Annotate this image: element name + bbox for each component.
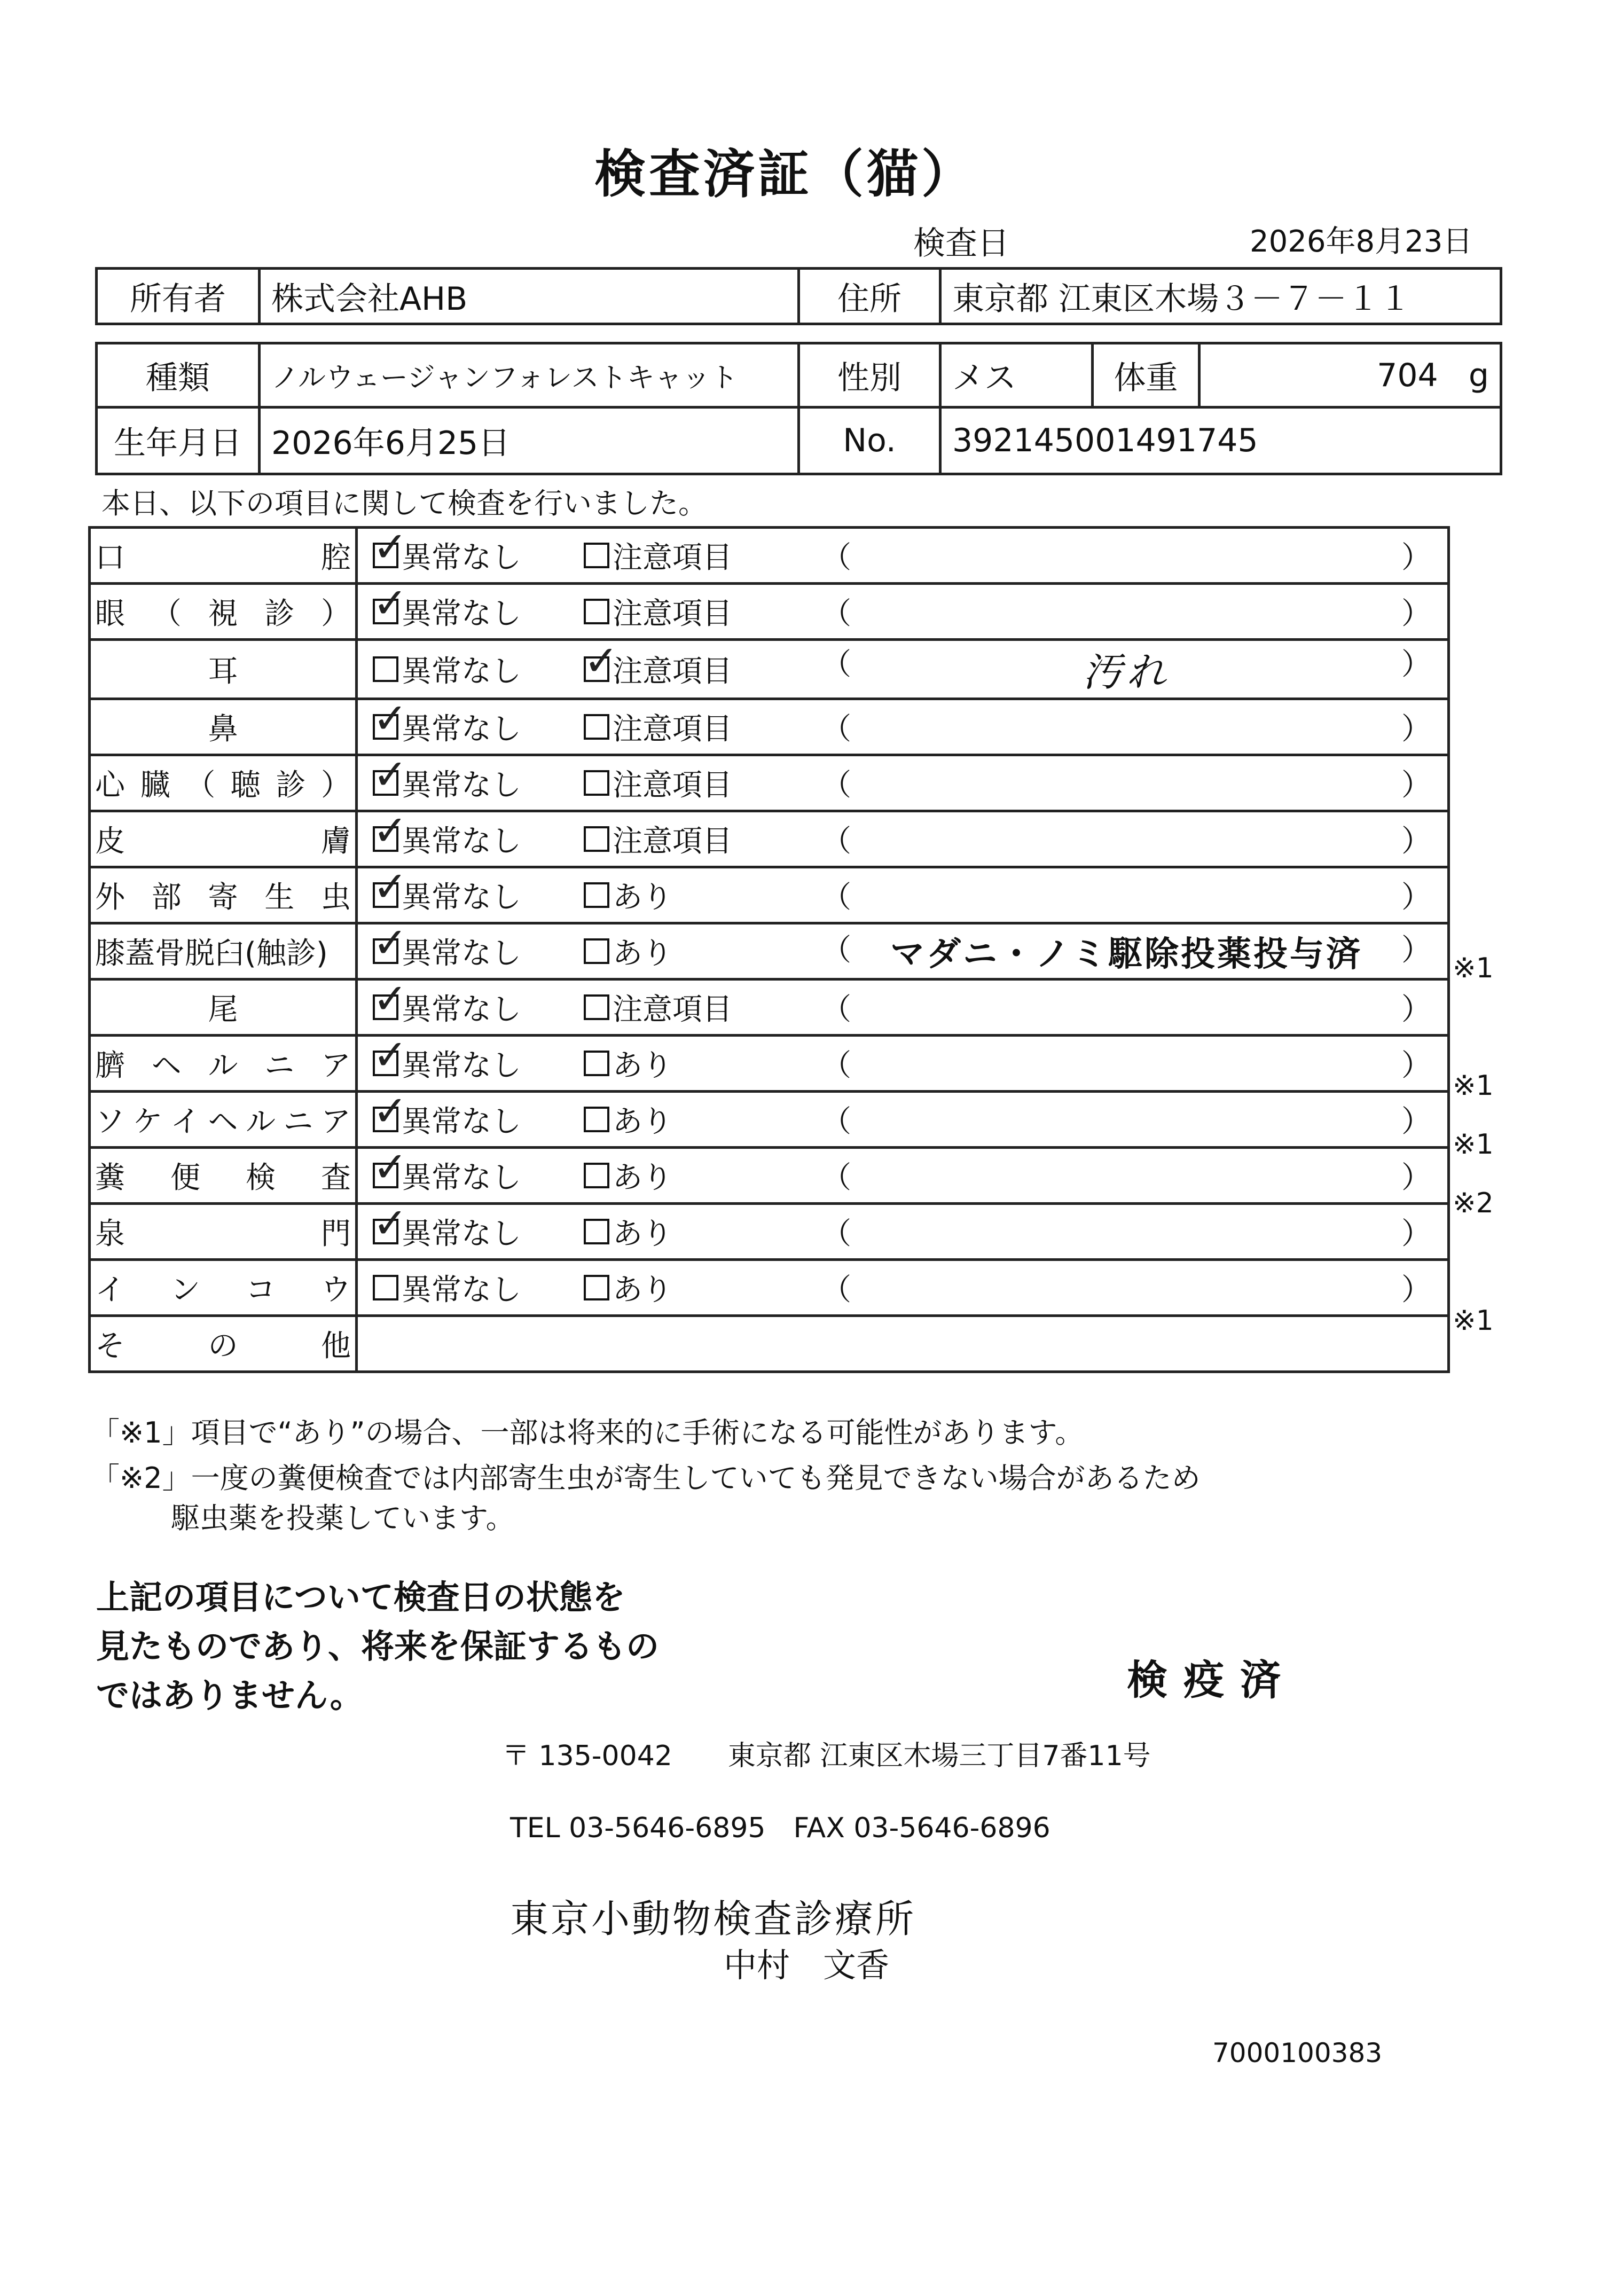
checkbox-normal[interactable]: [358, 1266, 584, 1309]
item-result: [357, 1092, 1449, 1148]
checkmark-icon: ✓: [373, 811, 408, 855]
sex-label: 性別: [799, 343, 940, 408]
item-note: （ ）: [821, 712, 1431, 747]
checkbox-label: あり: [613, 1048, 672, 1083]
item-note: （ ）: [821, 1217, 1431, 1251]
owner-value: 株式会社AHB: [260, 269, 799, 324]
weight-unit: g: [1468, 356, 1489, 394]
checkbox-attention[interactable]: [584, 762, 795, 804]
item-name: 糞 便 検 査: [90, 1148, 357, 1204]
checkbox-attention[interactable]: [584, 639, 795, 691]
checkbox-icon: [373, 811, 408, 855]
item-result: [357, 979, 1449, 1036]
checkbox-icon: [584, 1107, 609, 1132]
checkbox-normal[interactable]: [358, 648, 584, 691]
checkbox-label: 注意項目: [613, 712, 732, 747]
checkbox-attention[interactable]: [584, 534, 795, 577]
animal-table: [95, 342, 1502, 475]
dob-label: 生年月日: [97, 408, 260, 474]
checkbox-label: 異常なし: [402, 1217, 521, 1251]
checkbox-normal[interactable]: [358, 1147, 584, 1197]
weight-label: 体重: [1093, 343, 1200, 408]
checkbox-label: 異常なし: [402, 1161, 521, 1195]
checkbox-icon: [373, 527, 408, 571]
item-result: [357, 755, 1449, 811]
no-value: 392145001491745: [940, 408, 1501, 474]
item-name: 尾: [90, 979, 357, 1036]
checkbox-icon: [373, 979, 408, 1023]
item-name: 臍 ヘ ル ニ ア: [90, 1036, 357, 1092]
checkbox-icon: [584, 938, 609, 964]
clinic-address: 〒 135-0042 東京都 江東区木場三丁目7番11号: [502, 1740, 1151, 1772]
checkbox-label: 異常なし: [402, 992, 521, 1027]
footnote-1: 「※1」項目で“あり”の場合、一部は将来的に手術になる可能性があります。: [91, 1416, 1084, 1449]
checkbox-normal[interactable]: [358, 583, 584, 633]
checkbox-normal[interactable]: [358, 527, 584, 577]
checkmark-icon: ✓: [373, 527, 408, 571]
checkbox-label: 異常なし: [402, 824, 521, 859]
item-result: [357, 1148, 1449, 1204]
checkbox-label: 注意項目: [613, 824, 732, 859]
checkmark-icon: ✓: [373, 1203, 408, 1248]
checkmark-icon: ✓: [373, 699, 408, 743]
item-note: （ ）: [821, 1161, 1431, 1195]
item-result: [357, 1260, 1449, 1316]
inspection-row: [90, 699, 1449, 755]
footnote-marker: ※1: [1453, 1305, 1494, 1337]
checkmark-icon: ✓: [373, 867, 408, 911]
owner-label: 所有者: [97, 269, 260, 324]
inspection-row: [90, 811, 1449, 867]
footnote-3: 駆虫薬を投薬しています。: [171, 1501, 515, 1535]
checkbox-icon: [373, 1203, 408, 1248]
item-result: [357, 528, 1449, 584]
item-note: （ マダニ・ノミ駆除投薬投与済 ）: [821, 933, 1431, 974]
checkbox-label: 異常なし: [402, 1273, 521, 1307]
checkbox-label: 異常なし: [402, 1048, 521, 1083]
item-result: [357, 1204, 1449, 1260]
item-name: 口 腔: [90, 528, 357, 584]
checkbox-icon: [584, 1275, 609, 1300]
checkbox-label: 注意項目: [613, 992, 732, 1027]
item-name: そ の 他: [90, 1316, 357, 1372]
checkbox-normal[interactable]: [358, 755, 584, 804]
item-note: （ ）: [821, 1048, 1431, 1083]
inspection-row: [90, 528, 1449, 584]
checkbox-normal[interactable]: [358, 699, 584, 748]
quarantine-done-stamp: 検疫済: [1127, 1656, 1297, 1704]
item-result: [357, 640, 1449, 699]
checkbox-normal[interactable]: [358, 979, 584, 1029]
item-name: 心 臓 （ 聴 診 ）: [90, 755, 357, 811]
checkbox-label: 異常なし: [402, 768, 521, 803]
checkbox-icon: [584, 714, 609, 740]
dob-value: 2026年6月25日: [260, 408, 799, 474]
item-name: イ ン コ ウ: [90, 1260, 357, 1316]
checkbox-icon: [373, 1147, 408, 1192]
checkbox-icon: [373, 699, 408, 743]
breed-value: ノルウェージャンフォレストキャット: [260, 343, 799, 408]
breed-label: 種類: [97, 343, 260, 408]
checkbox-label: あり: [613, 936, 672, 971]
checkbox-label: 異常なし: [402, 880, 521, 915]
footnote-marker: ※2: [1453, 1187, 1494, 1219]
checkbox-label: あり: [613, 1217, 672, 1251]
checkbox-icon: [373, 867, 408, 911]
item-note: （ ）: [821, 597, 1431, 631]
item-name: 眼 （ 視 診 ）: [90, 584, 357, 640]
checkbox-icon: [373, 1035, 408, 1079]
checkmark-icon: ✓: [373, 923, 408, 967]
inspection-date: 2026年8月23日: [1250, 224, 1473, 259]
address-label: 住所: [799, 269, 940, 324]
item-result: [357, 1036, 1449, 1092]
checkmark-icon: ✓: [373, 1091, 408, 1135]
inspection-row: [90, 1204, 1449, 1260]
checkbox-attention[interactable]: [584, 1154, 795, 1197]
item-result: [357, 699, 1449, 755]
inspection-row: [90, 640, 1449, 699]
checkbox-label: 異常なし: [402, 1104, 521, 1139]
serial-number: 7000100383: [1212, 2038, 1383, 2068]
inspection-items-table: [88, 526, 1450, 1373]
checkbox-label: あり: [613, 1273, 672, 1307]
checkbox-label: 異常なし: [402, 654, 521, 689]
statement: 上記の項目について検査日の状態を 見たものであり、将来を保証するもの ではありません。: [96, 1578, 660, 1715]
checkbox-icon: [584, 543, 609, 568]
checkbox-label: 注意項目: [613, 540, 732, 575]
checkbox-normal[interactable]: [358, 923, 584, 973]
checkbox-attention[interactable]: [584, 1266, 795, 1309]
checkbox-attention[interactable]: [584, 1210, 795, 1253]
inspection-row: [90, 979, 1449, 1036]
item-name: ソ ケ イ ヘ ル ニ ア: [90, 1092, 357, 1148]
item-name: 泉 門: [90, 1204, 357, 1260]
item-name: 膝蓋骨脱臼(触診): [90, 923, 357, 979]
item-name: 耳: [90, 640, 357, 699]
item-name: 皮 膚: [90, 811, 357, 867]
checkbox-attention[interactable]: [584, 930, 795, 973]
inspection-row: [90, 1092, 1449, 1148]
checkmark-icon: ✓: [584, 639, 619, 685]
item-result: [357, 811, 1449, 867]
checkmark-icon: ✓: [373, 1147, 408, 1192]
checkbox-attention[interactable]: [584, 874, 795, 916]
item-name: 鼻: [90, 699, 357, 755]
checkmark-icon: ✓: [373, 583, 408, 628]
checkbox-attention[interactable]: [584, 1042, 795, 1085]
clinic-name: 東京小動物検査診療所: [510, 1897, 916, 1941]
checkbox-normal[interactable]: [358, 1203, 584, 1253]
inspection-row: [90, 1036, 1449, 1092]
weight-value: 704 g: [1200, 343, 1501, 408]
checkbox-icon: [584, 1219, 609, 1244]
checkbox-attention[interactable]: [584, 818, 795, 860]
inspection-row: [90, 755, 1449, 811]
item-note: （ 汚れ ）: [821, 647, 1431, 695]
checkbox-label: 異常なし: [402, 712, 521, 747]
inspection-row: [90, 1148, 1449, 1204]
inspection-row: [90, 1316, 1449, 1372]
checkmark-icon: ✓: [373, 755, 408, 799]
checkbox-label: 異常なし: [402, 597, 521, 631]
checkbox-icon: [584, 882, 609, 908]
item-note: （ ）: [821, 540, 1431, 575]
checkbox-label: あり: [613, 1161, 672, 1195]
checkmark-icon: ✓: [373, 1035, 408, 1079]
footnote-marker: ※1: [1453, 1070, 1494, 1102]
footnote-marker: ※1: [1453, 952, 1494, 984]
inspection-row: [90, 867, 1449, 923]
checkbox-icon: [373, 583, 408, 628]
checkbox-icon: [373, 656, 398, 682]
inspection-row: [90, 1260, 1449, 1316]
checkbox-label: 異常なし: [402, 540, 521, 575]
checkbox-attention[interactable]: [584, 706, 795, 748]
checkbox-icon: [584, 1051, 609, 1076]
item-note: （ ）: [821, 1104, 1431, 1139]
clinic-tel-fax: TEL 03-5646-6895 FAX 03-5646-6896: [510, 1812, 1050, 1844]
checkbox-attention[interactable]: [584, 1098, 795, 1141]
checkbox-icon: [584, 639, 619, 685]
item-result: [357, 584, 1449, 640]
document-title: 検査済証（猫）: [594, 144, 976, 204]
checkbox-icon: [584, 994, 609, 1020]
checkbox-attention[interactable]: [584, 590, 795, 633]
inspection-row: [90, 584, 1449, 640]
checkbox-label: 注意項目: [613, 768, 732, 803]
item-note: （ ）: [821, 880, 1431, 915]
item-result: [357, 867, 1449, 923]
item-result: [357, 1316, 1449, 1372]
item-result: [357, 923, 1449, 979]
owner-table: [95, 267, 1502, 325]
no-label: No.: [799, 408, 940, 474]
checkbox-normal[interactable]: [358, 811, 584, 860]
footnote-2: 「※2」一度の糞便検査では内部寄生虫が寄生していても発見できない場合があるため: [91, 1461, 1201, 1495]
checkbox-icon: [584, 599, 609, 624]
sex-value: メス: [940, 343, 1093, 408]
footnote-marker: ※1: [1453, 1129, 1494, 1161]
intro-text: 本日、以下の項目に関して検査を行いました。: [101, 487, 707, 520]
checkbox-label: あり: [613, 880, 672, 915]
checkbox-icon: [373, 755, 408, 799]
checkbox-icon: [373, 923, 408, 967]
checkbox-icon: [584, 770, 609, 796]
inspection-date-label: 検査日: [913, 225, 1009, 262]
address-value: 東京都 江東区木場３－７－１１: [940, 269, 1501, 324]
checkmark-icon: ✓: [373, 979, 408, 1023]
item-note: （ ）: [821, 824, 1431, 859]
item-note: （ ）: [821, 992, 1431, 1027]
checkbox-icon: [373, 1091, 408, 1135]
checkbox-normal[interactable]: [358, 867, 584, 916]
checkbox-normal[interactable]: [358, 1091, 584, 1141]
item-note: （ ）: [821, 768, 1431, 803]
checkbox-attention[interactable]: [584, 986, 795, 1029]
checkbox-icon: [373, 1275, 398, 1300]
item-name: 外 部 寄 生 虫: [90, 867, 357, 923]
checkbox-label: 異常なし: [402, 936, 521, 971]
checkbox-label: 注意項目: [613, 654, 732, 689]
checkbox-normal[interactable]: [358, 1035, 584, 1085]
checkbox-label: 注意項目: [613, 597, 732, 631]
inspector-name: 中村 文香: [724, 1946, 890, 1985]
item-note: （ ）: [821, 1273, 1431, 1307]
checkbox-label: あり: [613, 1104, 672, 1139]
checkbox-icon: [584, 826, 609, 852]
checkbox-icon: [584, 1163, 609, 1188]
inspection-row: [90, 923, 1449, 979]
